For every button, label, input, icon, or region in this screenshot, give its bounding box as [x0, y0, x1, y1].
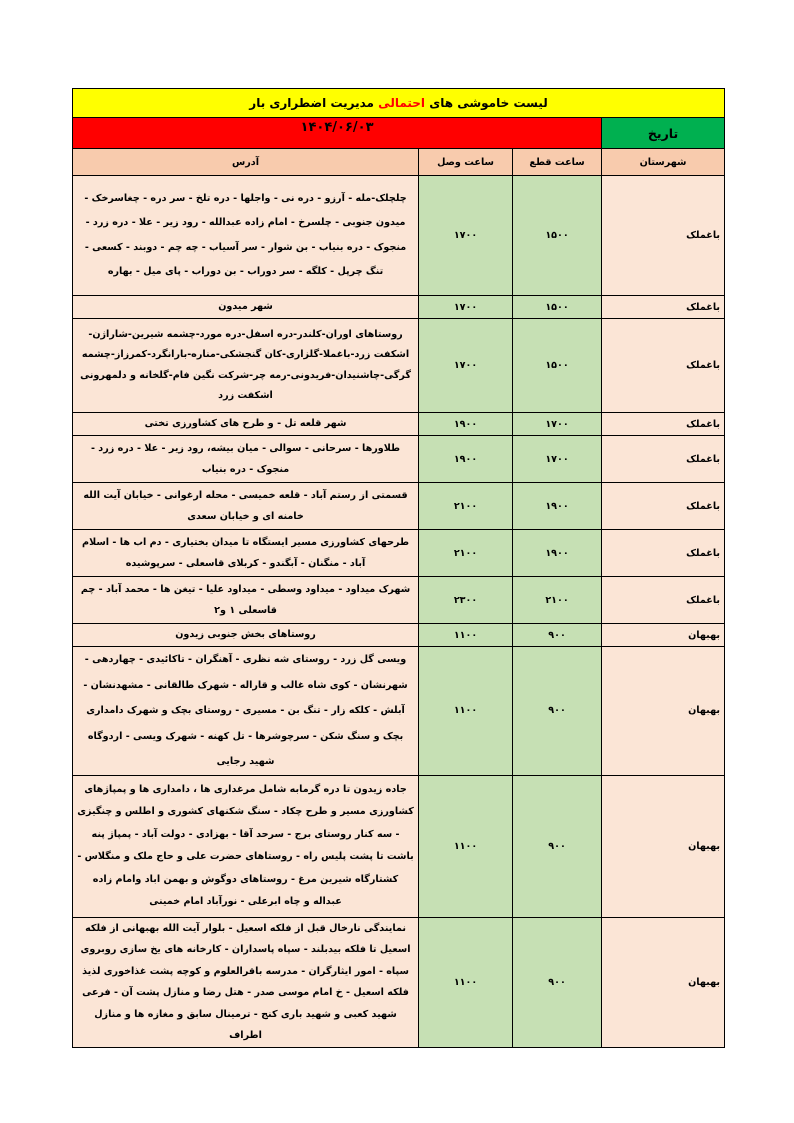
off-time-cell: ۹۰۰ — [513, 624, 602, 647]
page-title — [73, 89, 725, 118]
title-part1: لیست خاموشی های — [429, 96, 548, 110]
off-time-cell: ۱۹۰۰ — [513, 530, 602, 577]
table-row — [73, 436, 725, 483]
off-time-cell: ۱۵۰۰ — [513, 296, 602, 319]
on-time-cell: ۱۱۰۰ — [419, 917, 513, 1047]
off-time-cell: ۲۱۰۰ — [513, 577, 602, 624]
on-time-cell: ۱۱۰۰ — [419, 775, 513, 917]
address-cell: روستاهای بخش جنوبی زیدون — [73, 624, 419, 647]
table-row — [73, 483, 725, 530]
outage-table — [72, 88, 725, 1048]
on-time-cell: ۲۱۰۰ — [419, 483, 513, 530]
table-row — [73, 577, 725, 624]
table-row — [73, 775, 725, 917]
header-on-time: ساعت وصل — [419, 149, 513, 176]
city-cell: باغملک — [602, 413, 725, 436]
off-time-cell: ۱۷۰۰ — [513, 436, 602, 483]
city-cell: باغملک — [602, 483, 725, 530]
on-time-cell: ۱۹۰۰ — [419, 413, 513, 436]
city-cell: بهبهان — [602, 775, 725, 917]
address-cell: شهر قلعه تل - و طرح های کشاورزی تختی — [73, 413, 419, 436]
date-row — [73, 118, 725, 149]
off-time-cell: ۱۵۰۰ — [513, 176, 602, 296]
header-address: آدرس — [73, 149, 419, 176]
on-time-cell: ۲۳۰۰ — [419, 577, 513, 624]
on-time-cell: ۱۱۰۰ — [419, 624, 513, 647]
title-row — [73, 89, 725, 118]
table-row — [73, 296, 725, 319]
city-cell: باغملک — [602, 176, 725, 296]
table-row — [73, 176, 725, 296]
off-time-cell: ۹۰۰ — [513, 917, 602, 1047]
on-time-cell: ۱۱۰۰ — [419, 647, 513, 776]
off-time-cell: ۹۰۰ — [513, 775, 602, 917]
on-time-cell: ۱۷۰۰ — [419, 319, 513, 413]
off-time-cell: ۱۵۰۰ — [513, 319, 602, 413]
table-row — [73, 917, 725, 1047]
city-cell: بهبهان — [602, 917, 725, 1047]
on-time-cell: ۱۹۰۰ — [419, 436, 513, 483]
address-cell: طرحهای کشاورزی مسیر ایستگاه تا میدان بختیاری - دم اب ها - اسلام آباد - منگنان - آبگندو - کربلای قاسعلی - سرپوشیده — [73, 530, 419, 577]
city-cell: باغملک — [602, 436, 725, 483]
table-row — [73, 530, 725, 577]
address-cell: شهرک میداود - میداود وسطی - میداود علیا - تیغن ها - محمد آباد - چم قاسعلی ۱ و۲ — [73, 577, 419, 624]
city-cell: باغملک — [602, 296, 725, 319]
date-value: ۱۴۰۴/۰۶/۰۳ — [73, 118, 602, 149]
header-city: شهرستان — [602, 149, 725, 176]
address-cell: نمایندگی نارخال قبل از فلکه اسعیل - بلوار آیت الله بهبهانی از فلکه اسعیل تا فلکه بیدبلند - سپاه پاسداران - کارخانه های یخ سازی روبروی سپاه - امور ایثارگران - مدرسه باقرالعلوم و کوچه پشت غذاخوری لذیذ فلکه اسعیل - خ امام موسی صدر - هتل رضا و منازل پشت آن - فرعی شهید کعبی و شهید باری کنج - ترمینال سابق و مغازه ها و منازل اطراف — [73, 917, 419, 1047]
table-row — [73, 413, 725, 436]
city-cell: بهبهان — [602, 624, 725, 647]
off-time-cell: ۱۹۰۰ — [513, 483, 602, 530]
on-time-cell: ۲۱۰۰ — [419, 530, 513, 577]
address-cell: چلچلک-مله - آرزو - دره نی - واجلها - دره تلخ - سر دره - چغاسرخک - میدون جنوبی - چلسرخ - امام زاده عبدالله - رود زیر - علا - دره زرد - منجوک - دره بنیاب - بن شوار - سر آسیاب - چه چم - دوبند - کسعی - تنگ چرپل - کلگه - سر دوراب - بن دوراب - پای میل - بهاره — [73, 176, 419, 296]
table-row — [73, 319, 725, 413]
on-time-cell: ۱۷۰۰ — [419, 176, 513, 296]
city-cell: بهبهان — [602, 647, 725, 776]
header-row — [73, 149, 725, 176]
address-cell: ویسی گل زرد - روستای شه نظری - آهنگران - تاکائیدی - چهاردهی - شهرنشان - کوی شاه غالب و قاراله - شهرک طالقانی - مشهدنشان - آبلش - کلکه زار - تنگ بن - مسیری - روستای بچک و شهرک دامداری بچک و سنگ شکن - سرچوشرها - تل کهنه - شهرک ویسی - اردوگاه شهید رجایی — [73, 647, 419, 776]
date-label: تاریخ — [602, 118, 725, 149]
title-highlight: احتمالی — [378, 96, 426, 110]
off-time-cell: ۱۷۰۰ — [513, 413, 602, 436]
city-cell: باغملک — [602, 577, 725, 624]
table-row — [73, 647, 725, 776]
city-cell: باغملک — [602, 319, 725, 413]
address-cell: قسمتی از رستم آباد - قلعه خمیسی - محله ارغوانی - خیابان آیت الله خامنه ای و خیابان سعدی — [73, 483, 419, 530]
header-off-time: ساعت قطع — [513, 149, 602, 176]
address-cell: روستاهای اوران-کلندر-دره اسفل-دره مورد-چشمه شیرین-شاراژن-اشکفت زرد-باغملا-گلزاری-کان گنجشکی-مناره-بارانگرد-کمرزاز-چشمه گرگی-چاشنیدان-فریدونی-رمه چر-شرکت نگین فام-گلخانه و دلمهرونی اشکفت زرد — [73, 319, 419, 413]
address-cell: جاده زیدون تا دره گرمابه شامل مرغداری ها ، دامداری ها و پمپاژهای کشاورزی مسیر و طرح چکاد - سنگ شکنهای کشوری و اطلس و چنگیزی - سه کنار روستای برج - سرحد آقا - بهزادی - دولت آباد - پمپاژ پنه باشت تا پشت پلیس راه - روستاهای حضرت علی و حاج ملک و منگلاس - کشتارگاه شیرین مرغ - روستاهای دوگوش و بهمن اباد وامام زاده عبداله و چاه ابرعلی - نورآباد امام خمینی — [73, 775, 419, 917]
city-cell: باغملک — [602, 530, 725, 577]
on-time-cell: ۱۷۰۰ — [419, 296, 513, 319]
table-row — [73, 624, 725, 647]
address-cell: طلاورها - سرحانی - سوالی - میان بیشه، رود زیر - علا - دره زرد - منجوک - دره بنیاب — [73, 436, 419, 483]
address-cell: شهر میدون — [73, 296, 419, 319]
off-time-cell: ۹۰۰ — [513, 647, 602, 776]
title-part2: مدیریت اضطراری بار — [249, 96, 374, 110]
